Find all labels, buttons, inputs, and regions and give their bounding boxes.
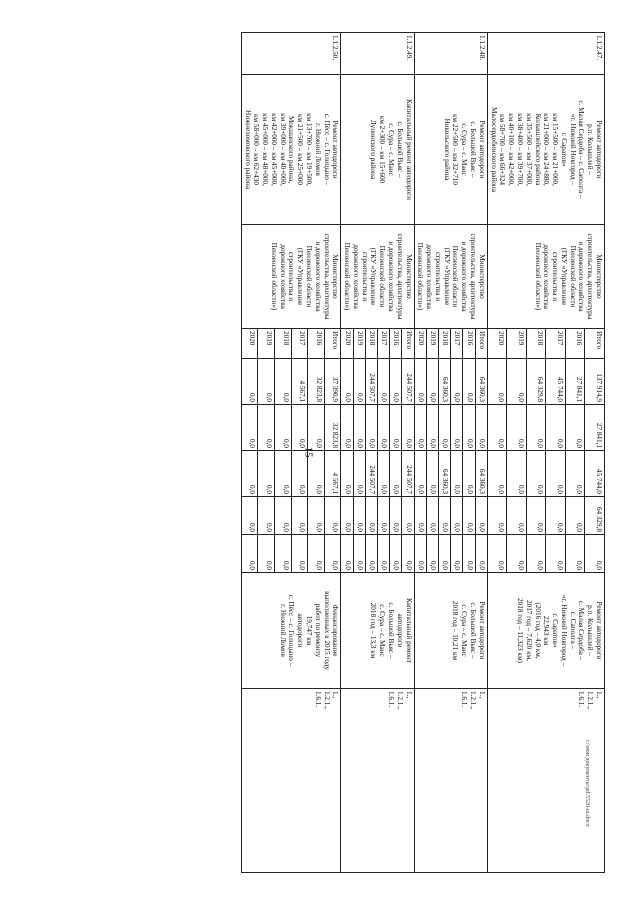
amount-cell: 244 507,7 — [365, 359, 377, 405]
year-cell: 2017 — [546, 329, 566, 359]
item-number: 1.1.2.50. — [241, 33, 341, 75]
item-indicator-ref-line: 1., — [331, 691, 340, 699]
amount-cell: 0,0 — [353, 535, 365, 573]
year-cell: 2017 — [377, 329, 389, 359]
amount-cell: 0,0 — [426, 405, 438, 451]
item-name-line: км 2+300 – км 15+600 — [378, 115, 387, 184]
item-executor-line: строительства и — [551, 251, 560, 302]
amount-cell: 0,0 — [291, 535, 308, 573]
item-result-line: г. Саратов» — [551, 613, 560, 648]
item-name-line: км 39+000 – км 40+000, — [278, 113, 287, 186]
item-indicator-ref-line: 1.6.1. — [313, 691, 322, 708]
amount-cell: 0,0 — [426, 497, 438, 535]
year-cell: 2016 — [390, 329, 402, 359]
amount-cell: 0,0 — [241, 497, 258, 535]
year-cell: 2016 — [565, 329, 585, 359]
item-executor-line: Пензенской области») — [416, 242, 425, 311]
item-result-line: г. Нижний Ломов — [278, 604, 287, 657]
amount-cell: 0,0 — [353, 405, 365, 451]
amount-cell: 4 567,1 — [291, 359, 308, 405]
item-executor-line: строительства, архитектуры — [469, 233, 478, 320]
amount-cell: 0,0 — [451, 359, 463, 405]
amount-cell: 64 360,3 — [475, 451, 487, 497]
item-executor-line: и дорожного хозяйства — [313, 241, 322, 312]
year-cell: 2018 — [439, 329, 451, 359]
year-cell: 2018 — [274, 329, 291, 359]
amount-cell: 0,0 — [353, 359, 365, 405]
year-cell: 2019 — [353, 329, 365, 359]
item-name-line: Ремонт автодороги — [477, 120, 486, 179]
item-result — [241, 573, 341, 689]
amount-cell: 0,0 — [565, 535, 585, 573]
item-executor-line: Министерство — [331, 254, 340, 299]
amount-cell: 0,0 — [414, 451, 426, 497]
item-executor-line: (ГКУ «Управление — [442, 247, 451, 306]
item-name-line: км 45+000 – км 48+000, — [261, 113, 270, 186]
year-cell: 2020 — [414, 329, 426, 359]
year-cell: 2016 — [308, 329, 325, 359]
amount-cell: 0,0 — [390, 535, 402, 573]
amount-cell: 0,0 — [487, 535, 507, 573]
amount-cell: 0,0 — [353, 451, 365, 497]
amount-cell: 0,0 — [258, 451, 275, 497]
amount-cell: 0,0 — [377, 535, 389, 573]
amount-cell: 0,0 — [439, 405, 451, 451]
amount-cell: 0,0 — [308, 451, 325, 497]
amount-cell: 4 567,1 — [324, 451, 341, 497]
item-name-line: с. Малая Сердоба – с. Саполга – — [577, 100, 586, 199]
item-executor-line: строительства и — [360, 251, 369, 302]
item-name-line: Ремонт автодороги — [595, 120, 603, 179]
amount-cell: 64 329,8 — [585, 497, 605, 535]
item-name-line: км 38+400 – км 39+700, — [515, 113, 524, 186]
item-executor-line: строительства, архитектуры — [395, 233, 404, 320]
item-number: 1.1.2.47. — [487, 33, 604, 75]
amount-cell: 0,0 — [565, 451, 585, 497]
item-result-line: с. Пёсс – с. Голицыно – — [287, 594, 296, 667]
item-result-line: 2018 год – 13,3 км — [369, 602, 378, 659]
amount-cell: 0,0 — [241, 451, 258, 497]
amount-cell: 244 507,7 — [402, 451, 414, 497]
item-result-line: Финансирование — [331, 604, 340, 657]
item-name-line: Колышлейского района — [533, 113, 542, 186]
item-executor-line: строительства и — [287, 251, 296, 302]
item-executor — [241, 225, 341, 329]
item-executor-line: дорожного хозяйства — [542, 244, 551, 309]
amount-cell: 244 507,7 — [365, 451, 377, 497]
item-name-line: Ремонт автодороги — [331, 120, 340, 179]
amount-cell: 0,0 — [390, 359, 402, 405]
item-name — [241, 75, 341, 225]
amount-cell: 0,0 — [258, 535, 275, 573]
amount-cell: 27 841,1 — [565, 359, 585, 405]
amount-cell: 45 744,0 — [585, 451, 605, 497]
amount-cell: 0,0 — [402, 497, 414, 535]
year-cell: 2020 — [341, 329, 353, 359]
amount-cell: 0,0 — [377, 405, 389, 451]
item-number: 1.1.2.48. — [414, 33, 487, 75]
item-name — [414, 75, 487, 225]
amount-cell: 0,0 — [365, 405, 377, 451]
item-result-line: с. Сура – с. Маис — [460, 604, 469, 657]
item-indicator-ref-line: 1.2.1., — [469, 691, 478, 709]
item-number: 1.1.2.49. — [341, 33, 414, 75]
amount-cell: 0,0 — [241, 535, 258, 573]
amount-cell: 0,0 — [414, 535, 426, 573]
item-result — [487, 573, 604, 689]
amount-cell: 0,0 — [365, 497, 377, 535]
item-indicator-ref-line: 1., — [595, 691, 603, 699]
amount-cell: 0,0 — [377, 359, 389, 405]
item-name-line: с. Большой Вьяс – — [469, 121, 478, 178]
item-name-line: км 15+500 – км 21+000, — [551, 113, 560, 186]
amount-cell: 0,0 — [258, 497, 275, 535]
amount-cell: 0,0 — [341, 451, 353, 497]
amount-cell: 64 360,3 — [439, 359, 451, 405]
item-executor — [487, 225, 604, 329]
year-cell: 2019 — [426, 329, 438, 359]
item-executor-line: и дорожного хозяйства — [387, 241, 396, 312]
amount-cell: 0,0 — [451, 405, 463, 451]
item-indicator-ref-line: 1.2.1., — [586, 691, 595, 709]
item-result — [414, 573, 487, 689]
item-name-line: Никольского района — [442, 118, 451, 181]
amount-cell: 0,0 — [274, 359, 291, 405]
page-number: 15 — [302, 446, 315, 458]
item-name-line: км 21+500 – км 25+000 — [296, 114, 305, 185]
amount-cell: 0,0 — [487, 497, 507, 535]
amount-cell: 0,0 — [402, 405, 414, 451]
year-cell: 2016 — [463, 329, 475, 359]
year-cell: 2018 — [526, 329, 546, 359]
amount-cell: 0,0 — [439, 497, 451, 535]
year-cell: Итого — [402, 329, 414, 359]
amount-cell: 0,0 — [451, 497, 463, 535]
item-result-line: выполненных в 2015 году — [322, 591, 331, 670]
amount-cell: 0,0 — [487, 359, 507, 405]
item-executor-line: дорожного хозяйства — [425, 244, 434, 309]
amount-cell: 0,0 — [475, 497, 487, 535]
item-name-line: км 58+700 – км 66+324 — [498, 114, 507, 185]
amount-cell: 0,0 — [390, 405, 402, 451]
table-row — [475, 33, 487, 873]
amount-cell: 0,0 — [341, 497, 353, 535]
amount-cell: 0,0 — [507, 451, 527, 497]
item-executor — [341, 225, 414, 329]
amount-cell: 0,0 — [463, 451, 475, 497]
year-cell: Итого — [475, 329, 487, 359]
item-executor-line: Министерство — [595, 254, 603, 299]
item-result-line: 2018 год – 10,21 км — [451, 600, 460, 661]
document-page — [35, 32, 605, 872]
item-executor — [414, 225, 487, 329]
item-indicator-ref-line: 1., — [404, 691, 413, 699]
item-name-line: км 22+500 – км 32+710 — [451, 114, 460, 185]
item-name-line: г. Нижний Ломов — [313, 123, 322, 176]
amount-cell: 0,0 — [565, 405, 585, 451]
amount-cell: 0,0 — [258, 405, 275, 451]
item-executor-line: дорожного хозяйства — [351, 244, 360, 309]
item-name-line: Лунинского района — [369, 119, 378, 180]
item-indicator-ref-line: 1.2.1., — [322, 691, 331, 709]
item-executor-line: Пензенской области — [378, 245, 387, 308]
item-name-line: Капитальный ремонт автодороги — [404, 99, 413, 200]
amount-cell: 0,0 — [451, 535, 463, 573]
item-result-line: с. Большой Вьяс – — [387, 602, 396, 659]
item-executor-line: Пензенской области — [305, 245, 313, 308]
year-cell: 2020 — [487, 329, 507, 359]
amount-cell: 0,0 — [526, 451, 546, 497]
item-executor-line: (ГКУ «Управление — [559, 247, 568, 306]
item-result-line: Ремонт автодороги — [595, 601, 603, 660]
item-result-line: 2018 год – 11,323 км) — [515, 598, 524, 663]
amount-cell: 0,0 — [475, 405, 487, 451]
item-executor-line: Пензенской области — [451, 245, 460, 308]
item-name-line: км 58+000 – км 62+430 — [252, 114, 261, 185]
amount-cell: 137 914,9 — [585, 359, 605, 405]
footer-file-path: c:\мои документы\pd\5520-ш.docx — [584, 740, 590, 827]
amount-cell: 0,0 — [390, 497, 402, 535]
year-cell: 2019 — [507, 329, 527, 359]
item-name-line: км 40+100 – км 42+000, — [507, 113, 516, 186]
amount-cell: 0,0 — [414, 405, 426, 451]
amount-cell: 27 841,1 — [585, 405, 605, 451]
amount-cell: 0,0 — [439, 535, 451, 573]
item-executor-line: Пензенской области») — [343, 242, 352, 311]
amount-cell: 0,0 — [414, 359, 426, 405]
item-result-line: «г. Нижний Новгород – — [559, 594, 568, 667]
item-result — [341, 573, 414, 689]
amount-cell: 0,0 — [507, 535, 527, 573]
item-name-line: с. Большой Вьяс – — [395, 121, 404, 178]
item-result-line: 19,747 км — [305, 615, 313, 646]
amount-cell: 0,0 — [526, 535, 546, 573]
amount-cell: 0,0 — [546, 497, 566, 535]
amount-cell: 0,0 — [291, 497, 308, 535]
amount-cell: 0,0 — [526, 405, 546, 451]
item-result-line: с. Большой Вьяс – — [469, 602, 478, 659]
item-result-line: с. Малая Сердоба – — [577, 600, 586, 661]
item-indicator-ref-line: 1., — [477, 691, 486, 699]
item-executor-line: (ГКУ «Управление — [296, 247, 305, 306]
item-name-line: с. Сура – с. Маис — [460, 123, 469, 176]
table-body — [241, 33, 604, 873]
item-name-line: Мокшанского района, — [287, 116, 296, 183]
amount-cell: 0,0 — [291, 451, 308, 497]
table-row — [324, 33, 341, 873]
amount-cell: 0,0 — [390, 451, 402, 497]
item-indicator-ref — [241, 689, 341, 873]
item-name-line: км 35+500 – км 37+000, — [524, 113, 533, 186]
item-name-line: км 42+000 – км 45+000, — [269, 113, 278, 186]
year-cell: 2017 — [451, 329, 463, 359]
year-cell: Итого — [324, 329, 341, 359]
amount-cell: 0,0 — [353, 497, 365, 535]
year-cell: 2018 — [365, 329, 377, 359]
item-result-line: 2017 год – 7,620 км, — [524, 600, 533, 661]
amount-cell: 0,0 — [463, 359, 475, 405]
item-result-line: р.п. Колышлей – — [586, 605, 595, 656]
item-result-line: работ по ремонту — [313, 603, 322, 658]
item-result-line: с. Сура – с. Маис — [378, 604, 387, 657]
amount-cell: 37 390,9 — [324, 359, 341, 405]
item-name-line: км 21+000 – км 24+880, — [542, 113, 551, 186]
item-executor-line: Пензенской области — [568, 245, 577, 308]
item-name-line: с. Пёсс – с. Голицыно – — [322, 113, 331, 186]
item-name-line: с. Сура – с. Маис — [387, 123, 396, 176]
amount-cell: 0,0 — [324, 535, 341, 573]
amount-cell: 0,0 — [274, 451, 291, 497]
item-executor-line: дорожного хозяйства — [278, 244, 287, 309]
amount-cell: 0,0 — [274, 405, 291, 451]
amount-cell: 0,0 — [546, 405, 566, 451]
amount-cell: 0,0 — [487, 451, 507, 497]
item-name-line: р.п. Колышлей – — [586, 124, 595, 175]
amount-cell: 0,0 — [507, 405, 527, 451]
amount-cell: 0,0 — [324, 497, 341, 535]
amount-cell: 244 507,7 — [402, 359, 414, 405]
amount-cell: 32 823,8 — [308, 359, 325, 405]
item-indicator-ref-line: 1.6.1. — [460, 691, 469, 708]
amount-cell: 0,0 — [365, 535, 377, 573]
amount-cell: 0,0 — [291, 405, 308, 451]
amount-cell: 0,0 — [546, 451, 566, 497]
item-executor-line: Министерство — [477, 254, 486, 299]
item-result-line: автодороги — [395, 613, 404, 648]
amount-cell: 0,0 — [463, 405, 475, 451]
item-result-line: Капитальный ремонт — [404, 597, 413, 664]
item-result-line: (2016 год – 4,0 км, — [533, 602, 542, 659]
item-executor-line: строительства и — [433, 251, 442, 302]
item-indicator-ref-line: 1.6.1. — [577, 691, 586, 708]
amount-cell: 0,0 — [241, 405, 258, 451]
item-executor-line: Пензенской области») — [533, 242, 542, 311]
amount-cell: 0,0 — [507, 497, 527, 535]
amount-cell: 0,0 — [507, 359, 527, 405]
item-executor-line: Пензенской области») — [269, 242, 278, 311]
item-name — [341, 75, 414, 225]
item-name-line: км 13+700 – км 19+500, — [305, 113, 313, 186]
year-cell: 2017 — [291, 329, 308, 359]
amount-cell: 0,0 — [274, 535, 291, 573]
program-table — [241, 32, 605, 873]
amount-cell: 64 329,8 — [526, 359, 546, 405]
item-indicator-ref — [341, 689, 414, 873]
amount-cell: 0,0 — [274, 497, 291, 535]
item-result-line: 22,943 км — [542, 615, 551, 646]
amount-cell: 0,0 — [463, 497, 475, 535]
amount-cell: 0,0 — [426, 535, 438, 573]
amount-cell: 0,0 — [377, 497, 389, 535]
item-executor-line: и дорожного хозяйства — [460, 241, 469, 312]
item-result-line: с. Саполга – — [568, 611, 577, 650]
item-result-line: Ремонт автодороги — [477, 601, 486, 660]
amount-cell: 0,0 — [546, 535, 566, 573]
year-cell: 2020 — [241, 329, 258, 359]
item-name-line: «г. Нижний Новгород – — [568, 113, 577, 186]
amount-cell: 0,0 — [341, 359, 353, 405]
amount-cell: 0,0 — [463, 535, 475, 573]
amount-cell: 0,0 — [426, 451, 438, 497]
amount-cell: 0,0 — [308, 535, 325, 573]
table-row — [402, 33, 414, 873]
item-executor-line: и дорожного хозяйства — [577, 241, 586, 312]
amount-cell: 0,0 — [487, 405, 507, 451]
item-executor-line: Министерство — [404, 254, 413, 299]
item-executor-line: строительства, архитектуры — [586, 233, 595, 320]
amount-cell: 0,0 — [341, 535, 353, 573]
amount-cell: 0,0 — [475, 535, 487, 573]
amount-cell: 64 360,3 — [475, 359, 487, 405]
item-indicator-ref — [414, 689, 487, 873]
amount-cell: 45 744,0 — [546, 359, 566, 405]
amount-cell: 0,0 — [308, 405, 325, 451]
amount-cell: 0,0 — [241, 359, 258, 405]
amount-cell: 0,0 — [426, 359, 438, 405]
amount-cell: 0,0 — [258, 359, 275, 405]
year-cell: Итого — [585, 329, 605, 359]
item-result-line: автодороги — [296, 613, 305, 648]
amount-cell: 64 360,3 — [439, 451, 451, 497]
amount-cell: 0,0 — [402, 535, 414, 573]
item-indicator-ref-line: 1.2.1., — [395, 691, 404, 709]
item-name — [487, 75, 604, 225]
amount-cell: 0,0 — [526, 497, 546, 535]
amount-cell: 32 823,8 — [324, 405, 341, 451]
year-cell: 2019 — [258, 329, 275, 359]
item-name-line: г. Саратов» — [559, 132, 568, 167]
item-executor-line: строительства, архитектуры — [322, 233, 331, 320]
item-indicator-ref-line: 1.6.1. — [387, 691, 396, 708]
amount-cell: 0,0 — [451, 451, 463, 497]
amount-cell: 0,0 — [308, 497, 325, 535]
amount-cell: 0,0 — [414, 497, 426, 535]
item-executor-line: (ГКУ «Управление — [369, 247, 378, 306]
amount-cell: 0,0 — [377, 451, 389, 497]
item-name-line: Нижнеломовского района — [243, 110, 252, 189]
amount-cell: 0,0 — [341, 405, 353, 451]
item-name-line: Малосердобинского района — [489, 107, 498, 192]
amount-cell: 0,0 — [585, 535, 605, 573]
amount-cell: 0,0 — [565, 497, 585, 535]
